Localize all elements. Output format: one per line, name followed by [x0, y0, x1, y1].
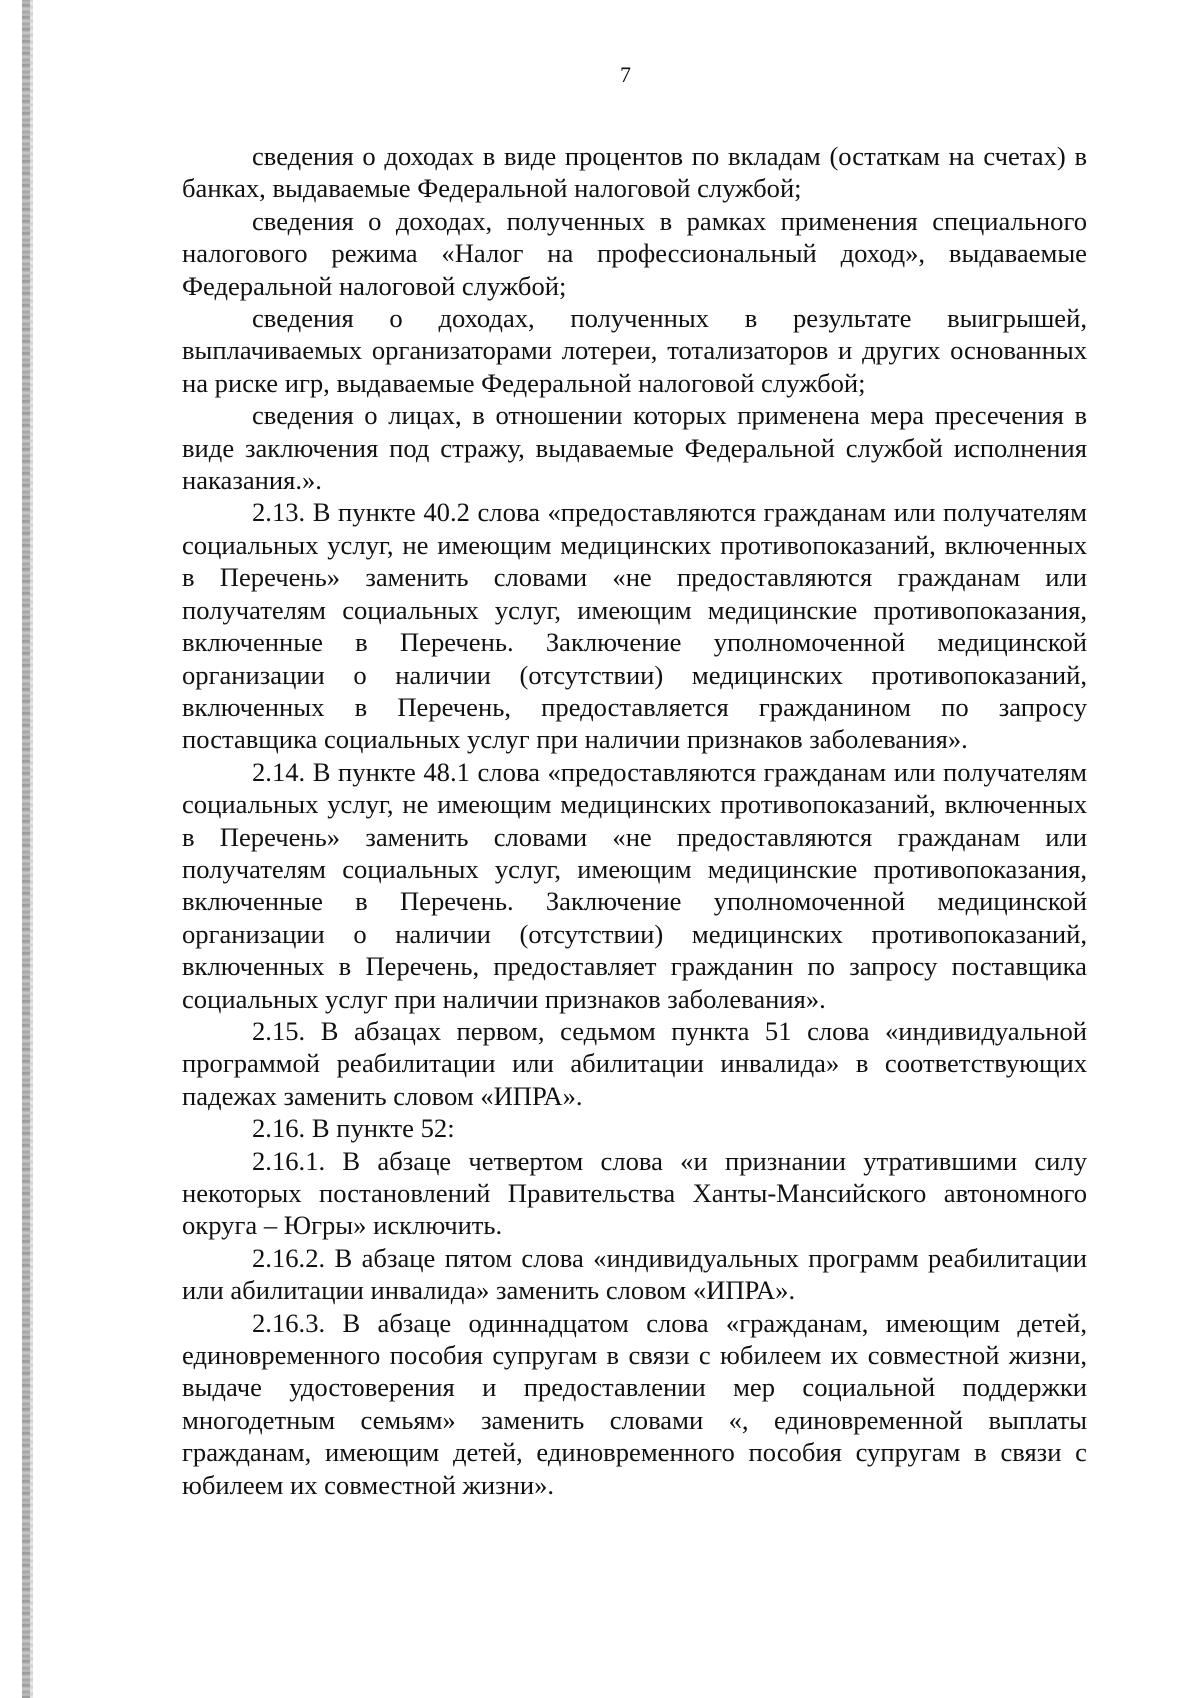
- paragraph-detention-info: сведения о лицах, в отношении которых применена мера пресечения в виде заключения под стражу, выдаваемые Федеральной службой исполнения наказания.».: [182, 400, 1087, 496]
- paragraph-2-16-2: 2.16.2. В абзаце пятом слова «индивидуальных программ реабилитации или абилитации инвалида» заменить словом «ИПРА».: [182, 1242, 1087, 1306]
- paragraph-income-professional-tax: сведения о доходах, полученных в рамках применения специального налогового режима «Налог на профессиональный доход», выдаваемые Федеральной налоговой службой;: [182, 205, 1087, 301]
- paragraph-2-13: 2.13. В пункте 40.2 слова «предоставляются гражданам или получателям социальных услуг, не имеющим медицинских противопоказаний, включенных в Перечень» заменить словами «не предоставляются гражданам или получателям социальных услуг, имеющим медицинские противопоказания, включенные в Перечень. Заключение уполномоченной медицинской организации о наличии (отсутствии) медицинских противопоказаний, включенных в Перечень, предоставляется гражданином по запросу поставщика социальных услуг при наличии признаков заболевания».: [182, 497, 1087, 755]
- paragraph-income-winnings: сведения о доходах, полученных в результате выигрышей, выплачиваемых организаторами лотереи, тотализаторов и других основанных на риске игр, выдаваемые Федеральной налоговой службой;: [182, 303, 1087, 398]
- paragraph-2-16-3: 2.16.3. В абзаце одиннадцатом слова «гражданам, имеющим детей, единовременного пособия супругам в связи с юбилеем их совместной жизни, выдаче удостоверения и предоставлении мер социальной поддержки многодетным семьям» заменить словами «, единовременной выплаты гражданам, имеющим детей, единовременного пособия супругам в связи с юбилеем их совместной жизни».: [182, 1307, 1087, 1500]
- scan-edge: [22, 0, 30, 1698]
- paragraph-2-16: 2.16. В пункте 52:: [252, 1113, 455, 1144]
- scan-edge-shadow: [30, 0, 33, 1698]
- page-number: 7: [620, 62, 631, 87]
- paragraph-2-15: 2.15. В абзацах первом, седьмом пункта 51 слова «индивидуальной программой реабилитации или абилитации инвалида» в соответствующих падежах заменить словом «ИПРА».: [182, 1015, 1087, 1111]
- paragraph-2-14: 2.14. В пункте 48.1 слова «предоставляются гражданам или получателям социальных услуг, не имеющим медицинских противопоказаний, включенных в Перечень» заменить словами «не предоставляются гражданам или получателям социальных услуг, имеющим медицинские противопоказания, включенные в Перечень. Заключение уполномоченной медицинской организации о наличии (отсутствии) медицинских противопоказаний, включенных в Перечень, предоставляет гражданин по запросу поставщика социальных услуг при наличии признаков заболевания».: [182, 756, 1087, 1014]
- document-body: [182, 140, 1087, 1501]
- paragraph-2-16-1: 2.16.1. В абзаце четвертом слова «и признании утратившими силу некоторых постановлений Правительства Ханты-Мансийского автономного округа – Югры» исключить.: [182, 1145, 1087, 1241]
- paragraph-income-deposits: сведения о доходах в виде процентов по вкладам (остаткам на счетах) в банках, выдаваемые Федеральной налоговой службой;: [182, 141, 1087, 204]
